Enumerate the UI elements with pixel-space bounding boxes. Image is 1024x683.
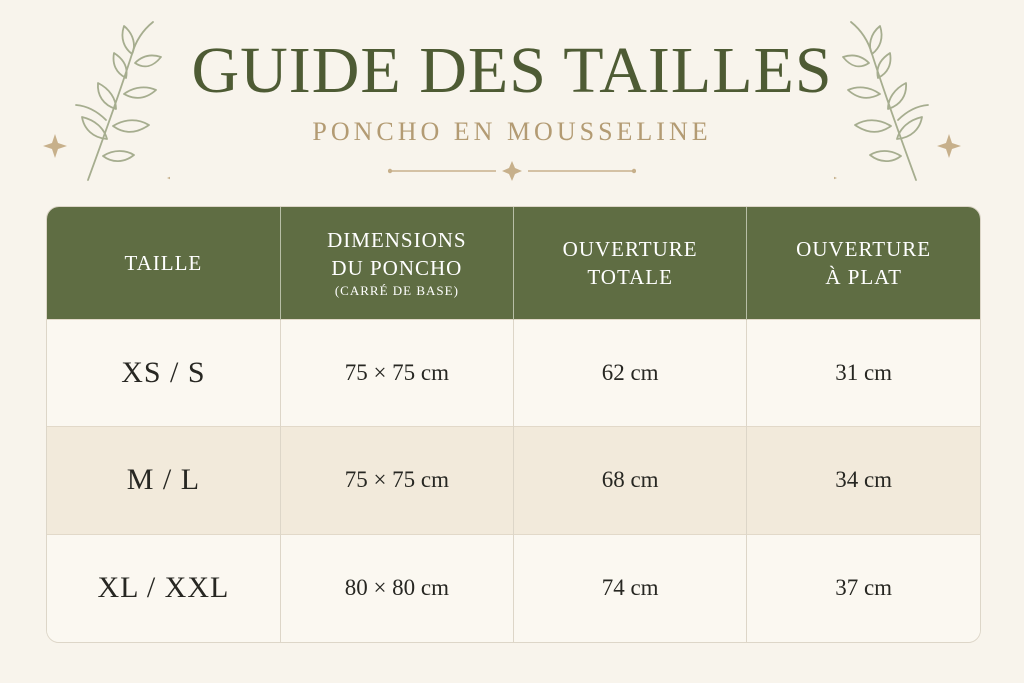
- table-row: [47, 427, 980, 535]
- flat-opening-cell: 37 cm: [747, 534, 980, 642]
- header-total-opening-line2: TOTALE: [587, 264, 673, 289]
- header-flat-opening-line1: OUVERTURE: [796, 236, 932, 261]
- ornamental-divider: [388, 160, 636, 182]
- header-dimensions: [280, 207, 513, 319]
- size-table-grid: [47, 207, 980, 642]
- flat-opening-cell: 31 cm: [747, 319, 980, 427]
- size-cell: XL / XXL: [47, 534, 280, 642]
- table-row: [47, 319, 980, 427]
- sparkle-icon: [502, 161, 522, 181]
- total-opening-cell: 62 cm: [514, 319, 747, 427]
- header-dimensions-line2: DU PONCHO: [331, 256, 463, 281]
- header-flat-opening: [747, 207, 980, 319]
- page-subtitle: PONCHO EN MOUSSELINE: [312, 117, 712, 146]
- size-table: [46, 206, 981, 643]
- header-total-opening-line1: OUVERTURE: [562, 236, 698, 261]
- header-size: [47, 207, 280, 319]
- header-size-label: TAILLE: [124, 250, 203, 275]
- size-cell: XS / S: [47, 319, 280, 427]
- page-title: GUIDE DES TAILLES: [191, 34, 833, 107]
- total-opening-cell: 74 cm: [514, 534, 747, 642]
- flat-opening-cell: 34 cm: [747, 427, 980, 535]
- dimensions-cell: 75 × 75 cm: [280, 427, 513, 535]
- table-row: [47, 534, 980, 642]
- size-cell: M / L: [47, 427, 280, 535]
- header-dimensions-line1: DIMENSIONS: [327, 228, 467, 253]
- dimensions-cell: 75 × 75 cm: [280, 319, 513, 427]
- dimensions-cell: 80 × 80 cm: [280, 534, 513, 642]
- header-total-opening: [514, 207, 747, 319]
- header-flat-opening-line2: À PLAT: [825, 264, 902, 289]
- table-header-row: [47, 207, 980, 319]
- header-dimensions-note: (CARRÉ DE BASE): [334, 283, 459, 299]
- total-opening-cell: 68 cm: [514, 427, 747, 535]
